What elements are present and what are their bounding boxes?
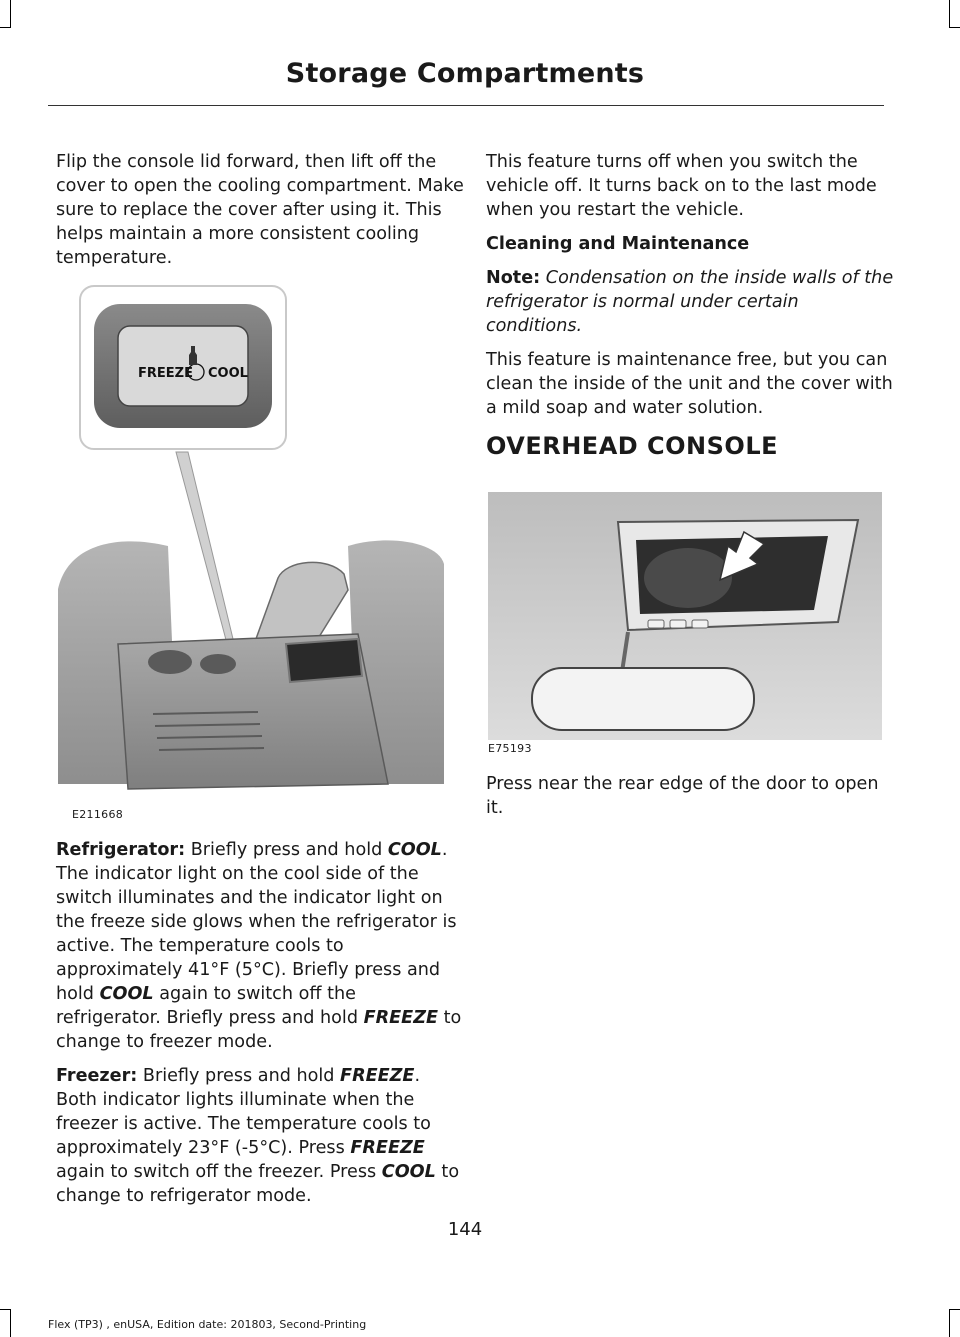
- freeze-command: FREEZE: [363, 1008, 438, 1028]
- freezer-paragraph: [56, 1064, 466, 1208]
- refrigerator-paragraph: [56, 838, 466, 1054]
- freeze-label: FREEZE: [138, 366, 193, 381]
- sunglasses-holder: [644, 548, 732, 608]
- crop-mark: [950, 1309, 960, 1310]
- crop-mark: [949, 1309, 950, 1337]
- crop-mark: [0, 1309, 10, 1310]
- figure-code: E211668: [72, 808, 124, 821]
- text-run: Briefly press and hold: [137, 1066, 341, 1086]
- note-paragraph: [486, 266, 896, 338]
- map-light-buttons: [648, 620, 708, 628]
- cupholder: [148, 650, 192, 674]
- left-column-lower: [56, 838, 466, 1218]
- freeze-command: FREEZE: [350, 1138, 425, 1158]
- note-label: Note:: [486, 268, 541, 288]
- cupholder: [200, 654, 236, 674]
- crop-mark: [0, 27, 10, 28]
- text-run: again to switch off the freezer. Press: [56, 1162, 382, 1182]
- text-run: . Both indicator lights illuminate when the freezer is active. The temperature cools to approximately 23°F (-5°C). Press: [56, 1066, 431, 1158]
- text-run: to change to refrigerator mode.: [56, 1162, 460, 1206]
- footer-edition: Flex (TP3) , enUSA, Edition date: 201803, Second-Printing: [48, 1318, 367, 1331]
- right-column-lower: [486, 772, 896, 830]
- press-instruction: Press near the rear edge of the door to open it.: [486, 774, 879, 818]
- text-run: . The indicator light on the cool side of the switch illuminates and the indicator light on the freeze side glows when the refrigerator is active. The temperature cools to approximately 41°F (5°C). Briefly press and hold: [56, 840, 457, 1004]
- text-run: Briefly press and hold: [185, 840, 388, 860]
- crop-mark: [950, 27, 960, 28]
- crop-mark: [10, 1309, 11, 1337]
- section-heading: OVERHEAD CONSOLE: [486, 432, 779, 460]
- cool-label: COOL: [208, 366, 248, 381]
- page-number: 144: [447, 1219, 483, 1240]
- refrigerator-lead: Refrigerator:: [56, 840, 186, 860]
- cool-command: COOL: [387, 840, 442, 860]
- right-column: [486, 150, 896, 430]
- freeze-command: FREEZE: [340, 1066, 415, 1086]
- header-divider: [48, 105, 884, 106]
- page-title: Storage Compartments: [285, 58, 645, 89]
- note-text: Condensation on the inside walls of the refrigerator is normal under certain conditions.: [486, 268, 894, 336]
- intro-paragraph: Flip the console lid forward, then lift off the cover to open the cooling compartment. Make sure to replace the cover after using it. This helps maintain a more consistent cooling temperature.: [56, 152, 464, 268]
- maintenance-paragraph: This feature is maintenance free, but you can clean the inside of the unit and the cover with a mild soap and water solution.: [486, 350, 893, 418]
- console-cooler-illustration: [58, 284, 444, 796]
- left-column: [56, 150, 466, 280]
- cool-command: COOL: [99, 984, 154, 1004]
- crop-mark: [10, 0, 11, 28]
- figure-code: E75193: [488, 742, 532, 755]
- rearview-mirror: [532, 668, 754, 730]
- text-run: again to switch off the refrigerator. Briefly press and hold: [56, 984, 364, 1028]
- crop-mark: [949, 0, 950, 28]
- text-run: to change to freezer mode.: [56, 1008, 462, 1052]
- freezer-lead: Freezer:: [56, 1066, 138, 1086]
- auto-off-paragraph: This feature turns off when you switch the vehicle off. It turns back on to the last mode when you restart the vehicle.: [486, 152, 877, 220]
- overhead-console-illustration: [488, 492, 882, 740]
- cleaning-heading: Cleaning and Maintenance: [486, 234, 750, 254]
- cool-command: COOL: [381, 1162, 436, 1182]
- callout-pointer: [176, 452, 240, 670]
- cooler-opening: [286, 639, 362, 682]
